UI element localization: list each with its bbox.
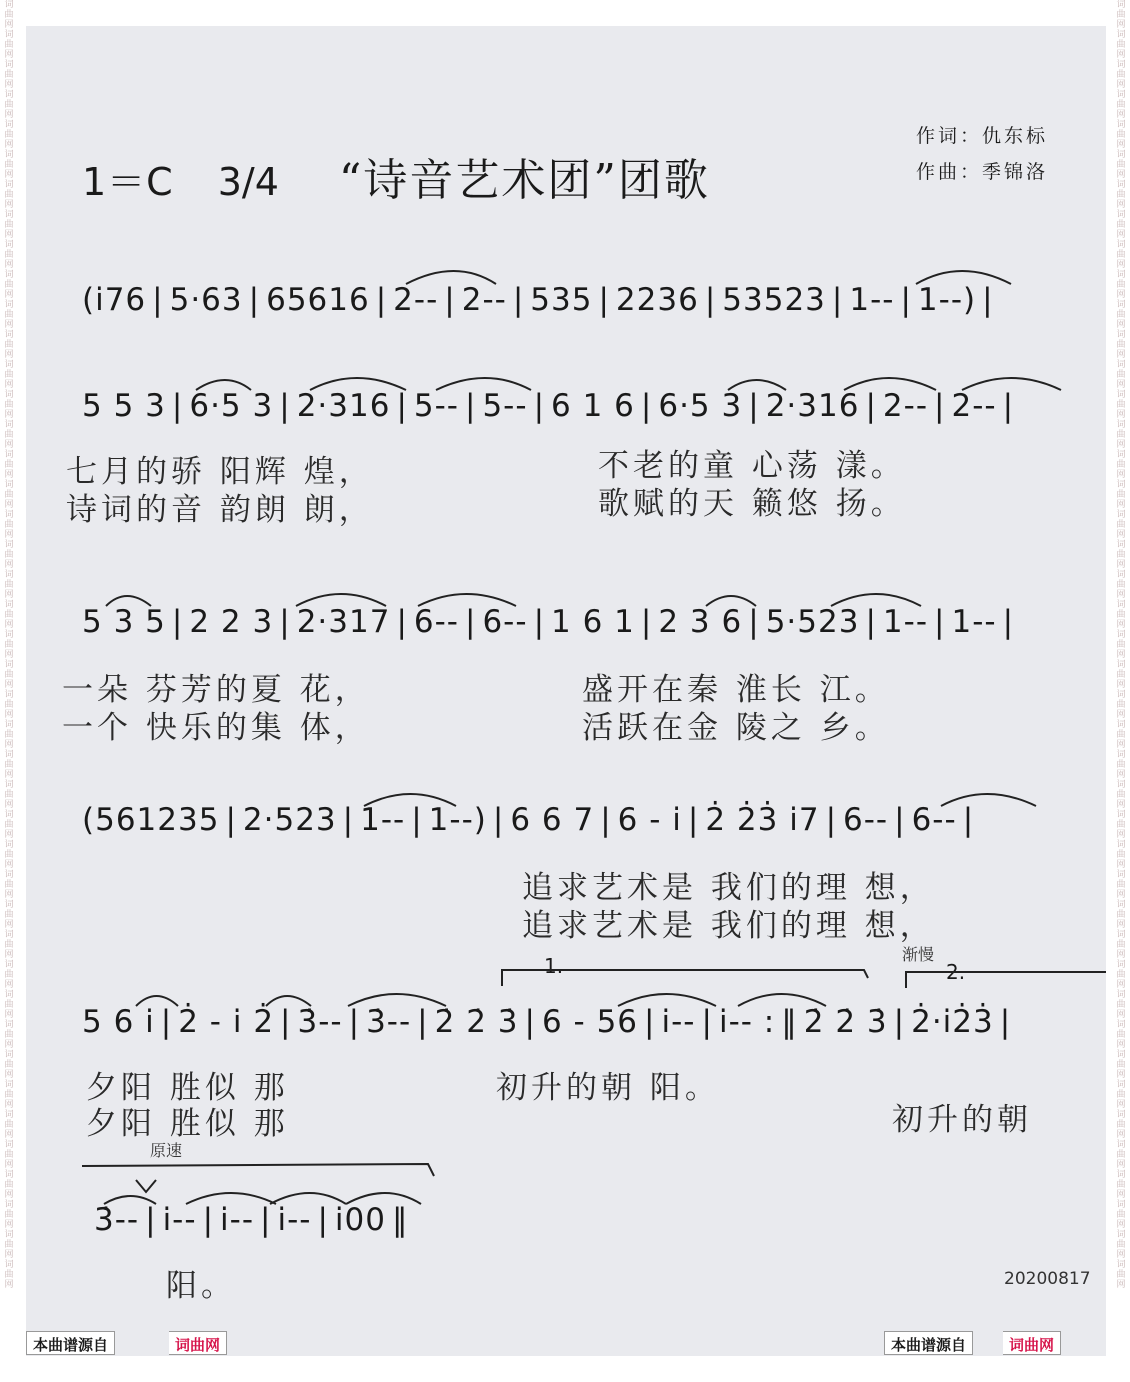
measure: 2·523 (242, 802, 337, 838)
measure: i̇-- (661, 1004, 696, 1040)
date-stamp: 20200817 (1004, 1269, 1091, 1289)
measure: 1-- (360, 802, 406, 838)
lyric-line: 夕阳 胜似 那 (86, 1070, 289, 1106)
tempo-marking: 渐慢 (902, 945, 935, 964)
lyric-line: 一个 快乐的集 体， (62, 710, 370, 746)
measure: 2̇·i̇2̇3̇ (911, 1004, 994, 1040)
lyric-line: 追求艺术是 我们的理 想， (522, 908, 935, 944)
measure: i̇-- (277, 1202, 312, 1238)
lyric-line: 歌赋的天 籁悠 扬。 (598, 486, 906, 522)
measure: 2̇ - i̇ 2̇ (178, 1004, 275, 1040)
credits (916, 118, 1048, 190)
measure: 1 6 1 (551, 604, 635, 640)
measure: (561235 (82, 802, 220, 838)
measure: 2 3 6 (658, 604, 743, 640)
measure: 1-- (849, 282, 895, 318)
volta-1-label: 1. (544, 954, 564, 978)
measure: 2-- (951, 388, 997, 424)
lyric-line: 不老的童 心荡 漾。 (598, 448, 906, 484)
measure: 65616 (266, 282, 370, 318)
measure: 6·5 3 (189, 388, 274, 424)
measure: 6-- (482, 604, 528, 640)
sheet-music-page (26, 26, 1106, 1356)
source-footer-right (884, 1331, 1061, 1355)
source-label: 本曲谱源自 (26, 1331, 115, 1355)
breath-mark (136, 1180, 156, 1192)
lyric-line: 诗词的音 韵朗 朗， (66, 492, 374, 528)
lyric-line: 活跃在金 陵之 乡。 (582, 710, 890, 746)
lyric-line: 一朵 芬芳的夏 花， (62, 672, 370, 708)
measure: i̇00 (334, 1202, 386, 1238)
lyric-line: 阳。 (166, 1268, 236, 1304)
measure: (i̇76 (82, 282, 147, 318)
song-title: “诗音艺术团”团歌 (338, 155, 710, 206)
ritardando-line (82, 1164, 434, 1176)
measure: i̇-- (162, 1202, 197, 1238)
measure: i̇-- : (718, 1004, 776, 1040)
score-line-1: (i̇76 | 5·63 | 65616 | 2-- | 2-- | 535 | 2236 | 53523 | 1-- | 1--) | (82, 282, 994, 318)
measure: 2·316 (296, 388, 391, 424)
lyric-line: 追求艺术是 我们的理 想， (522, 870, 935, 906)
score-line-4: (561235 | 2·523 | 1-- | 1--) | 6 6 7 | 6 - i̇ | 2̇ 2̇3̇ i̇7 | 6-- | 6-- | (82, 802, 975, 838)
score-line-6: 3̇-- | i̇-- | i̇-- | i̇-- | i̇00 ‖ (94, 1202, 409, 1238)
volta-2-bracket (906, 972, 1106, 988)
measure: 2-- (882, 388, 929, 424)
key-signature: 1＝C (82, 160, 174, 204)
measure: 53523 (722, 282, 826, 318)
measure: 5-- (413, 388, 459, 424)
lyricist-credit: 作词：仇东标 (916, 125, 1049, 147)
measure: 5-- (482, 388, 528, 424)
measure: 2̇ 2̇ 3̇ (803, 1004, 888, 1040)
tempo-marking: 原速 (150, 1141, 183, 1160)
measure: 1--) (428, 802, 487, 838)
measure: 6·5 3 (658, 388, 743, 424)
measure: 2·316 (765, 388, 860, 424)
measure: 6-- (413, 604, 459, 640)
title-row (82, 144, 710, 214)
lyric-line: 七月的骄 阳辉 煌， (66, 454, 374, 490)
measure: i̇-- (220, 1202, 255, 1238)
measure: 3̇-- (297, 1004, 343, 1040)
measure: 6-- (911, 802, 957, 838)
measure: 2·317 (296, 604, 391, 640)
measure: 1-- (882, 604, 929, 640)
source-site: 词曲网 (1003, 1331, 1061, 1355)
lyric-line: 初升的朝 (892, 1102, 1032, 1138)
measure: 6 - 56 (541, 1004, 639, 1040)
measure: 5 5 3 (82, 388, 166, 424)
measure: 6 6 7 (510, 802, 595, 838)
measure: 5·523 (765, 604, 860, 640)
score-line-5: 5 6 i̇ | 2̇ - i̇ 2̇ | 3̇-- | 3̇-- | 2̇ 2̇ 3̇ | 6 - 56 | i̇-- | i̇-- : ‖ 2̇ 2̇ 3̇ | 2̇·i̇2̇3̇ | (82, 1004, 1012, 1040)
watermark-strip-left: 词曲网词曲网词曲网词曲网词曲网词曲网词曲网词曲网词曲网词曲网词曲网词曲网词曲网词曲网词曲网词曲网词曲网词曲网词曲网词曲网词曲网词曲网词曲网词曲网词曲网词曲网词曲网词曲网词曲网词曲网词曲网词曲网词曲网词曲网词曲网词曲网词曲网词曲网词曲网词曲网词曲网词曲网词曲网 (4, 0, 14, 1290)
measure: 535 (530, 282, 593, 318)
composer-credit: 作曲：季锦洛 (916, 161, 1049, 183)
measure: 5 3 5 (82, 604, 166, 640)
measure: 3̇-- (366, 1004, 412, 1040)
lyric-line: 夕阳 胜似 那 (86, 1106, 289, 1142)
measure: 2-- (393, 282, 439, 318)
measure: 5·63 (169, 282, 243, 318)
measure: 1--) (917, 282, 977, 318)
score-line-3: 5 3 5 | 2 2 3 | 2·317 | 6-- | 6-- | 1 6 1 | 2 3 6 | 5·523 | 1-- | 1-- | (82, 604, 1015, 640)
source-footer-left (26, 1331, 227, 1355)
source-label: 本曲谱源自 (884, 1331, 973, 1355)
measure: 1-- (951, 604, 997, 640)
lyric-line: 初升的朝 阳。 (496, 1070, 720, 1106)
measure: 2 2 3 (189, 604, 274, 640)
measure: 2-- (461, 282, 507, 318)
watermark-strip-right: 词曲网词曲网词曲网词曲网词曲网词曲网词曲网词曲网词曲网词曲网词曲网词曲网词曲网词曲网词曲网词曲网词曲网词曲网词曲网词曲网词曲网词曲网词曲网词曲网词曲网词曲网词曲网词曲网词曲网词曲网词曲网词曲网词曲网词曲网词曲网词曲网词曲网词曲网词曲网词曲网词曲网词曲网词曲网 (1116, 0, 1126, 1290)
score-line-2: 5 5 3 | 6·5 3 | 2·316 | 5-- | 5-- | 6 1 6 | 6·5 3 | 2·316 | 2-- | 2-- | (82, 388, 1015, 424)
measure: 6 - i̇ (617, 802, 682, 838)
measure: 6-- (843, 802, 889, 838)
measure: 3̇-- (94, 1202, 140, 1238)
lyric-line: 盛开在秦 淮长 江。 (582, 672, 890, 708)
measure: 2̇ 2̇3̇ i̇7 (705, 802, 820, 838)
time-signature: 3/4 (217, 160, 279, 204)
source-site: 词曲网 (169, 1331, 227, 1355)
volta-2-label: 2. (946, 960, 966, 984)
measure: 5 6 i̇ (82, 1004, 155, 1040)
measure: 2236 (615, 282, 699, 318)
measure: 2̇ 2̇ 3̇ (434, 1004, 519, 1040)
measure: 6 1 6 (551, 388, 635, 424)
